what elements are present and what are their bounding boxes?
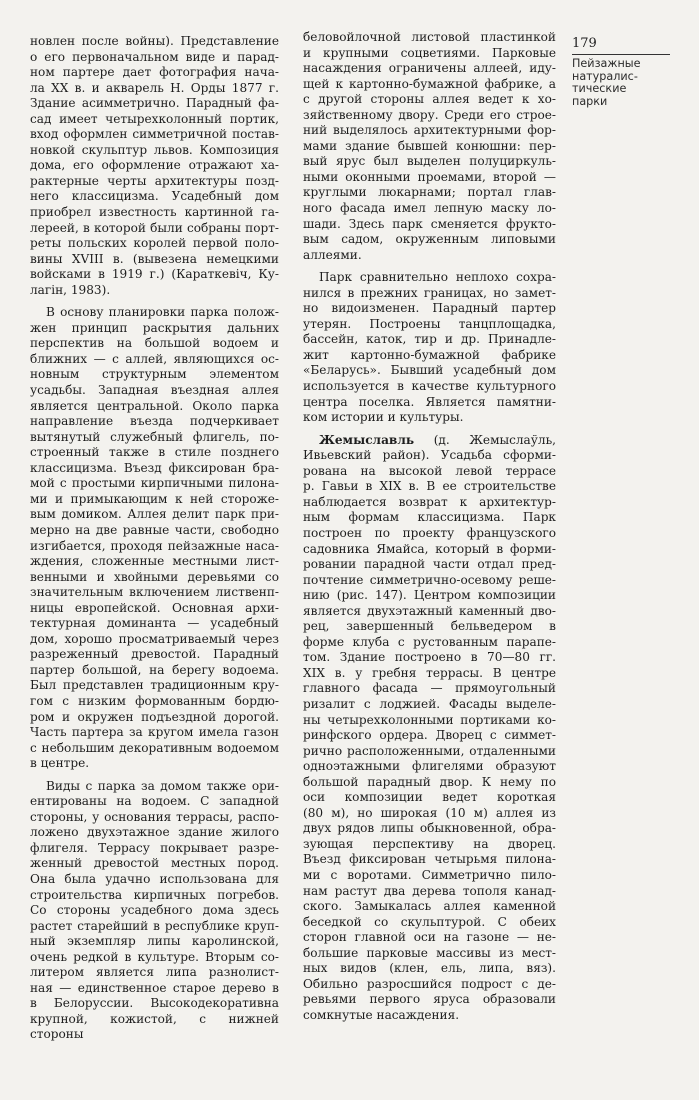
text-line — [303, 363, 556, 379]
text-line — [30, 888, 279, 904]
line-text: Часть партера за кругом имела газон — [30, 725, 279, 740]
running-head-line: парки — [572, 94, 608, 108]
header-rule — [572, 54, 670, 55]
text-line — [303, 806, 556, 822]
text-line — [303, 433, 556, 449]
text-line — [303, 201, 556, 217]
text-line — [30, 919, 279, 935]
text-line — [303, 650, 556, 666]
line-text: шади. Здесь парк сменяется фрукто- — [303, 216, 556, 231]
text-line — [30, 321, 279, 337]
text-line — [303, 395, 556, 411]
line-text: круглыми люкарнами; портал глав- — [303, 185, 556, 200]
line-text: Со стороны усадебного дома здесь — [30, 903, 279, 918]
line-text: ными оконными проемами, второй — — [303, 169, 556, 184]
text-line — [30, 570, 279, 586]
text-line — [30, 492, 279, 508]
paragraph — [303, 433, 556, 1024]
text-line — [30, 647, 279, 663]
page-number: 179 — [572, 36, 597, 51]
text-line — [30, 414, 279, 430]
line-text: зующая перспективу на дворец. — [303, 836, 556, 851]
line-text: ницы европейской. Основная архи- — [30, 600, 279, 615]
line-text: приобрел известность картинной га- — [30, 205, 279, 220]
line-text: стороны, у основания террасы, распо- — [30, 809, 279, 824]
text-line — [30, 461, 279, 477]
text-line — [303, 526, 556, 542]
paragraph — [303, 270, 556, 425]
line-text: ми и примыкающим к ней стороже- — [30, 491, 279, 506]
line-text: является центральной. Около парка — [30, 398, 279, 413]
text-line — [303, 775, 556, 791]
line-text: сторон главной оси на газоне — не- — [303, 930, 556, 945]
text-line — [30, 632, 279, 648]
line-text: жен принцип раскрытия дальних — [30, 320, 279, 335]
text-line — [303, 46, 556, 62]
line-text: ны четырехколонными портиками ко- — [303, 712, 556, 727]
text-line — [30, 1011, 279, 1042]
line-text: мерно на две равные части, свободно — [30, 522, 279, 537]
paragraph — [30, 305, 279, 771]
line-text: ного фасада имел лепную маску ло- — [303, 201, 556, 216]
line-text: оси композиции ведет короткая — [303, 790, 556, 805]
text-column-left — [30, 34, 279, 1042]
text-line — [303, 992, 556, 1008]
line-text: ла XX в. и акварель Н. Орды 1877 г. — [30, 80, 279, 95]
text-line — [30, 205, 279, 221]
line-text: ром и окружен подъездной дорогой. — [30, 709, 279, 724]
line-text: Парк сравнительно неплохо сохра- — [319, 270, 556, 285]
text-line — [30, 174, 279, 190]
line-text: венными и хвойными деревьями со — [30, 569, 279, 584]
line-text: ровании парадной части отдал пред- — [303, 557, 556, 572]
line-text: насаждения ограничены аллеей, иду- — [303, 61, 556, 76]
text-line — [303, 448, 556, 464]
line-text: рец, завершенный бельведером в — [303, 619, 556, 634]
text-line — [303, 573, 556, 589]
line-text: классицизма. Въезд фиксирован бра- — [30, 460, 279, 475]
text-line — [30, 710, 279, 726]
line-text: войсками в 1919 г.) (Караткевіч, Ку- — [30, 267, 279, 282]
line-text: утерян. Построены танцплощадка, — [303, 316, 556, 331]
line-text: «Беларусь». Бывший усадебный дом — [303, 363, 556, 378]
line-text: реты польских королей первой поло- — [30, 236, 279, 251]
text-line — [303, 666, 556, 682]
text-line — [30, 810, 279, 826]
text-line — [303, 248, 556, 264]
line-text: вины XVIII в. (вывезена немецкими — [30, 251, 279, 266]
text-line — [30, 539, 279, 555]
text-line — [303, 464, 556, 480]
text-line — [303, 217, 556, 233]
text-line — [303, 697, 556, 713]
text-line — [30, 143, 279, 159]
text-line — [303, 410, 556, 426]
text-line — [303, 759, 556, 775]
text-line — [30, 476, 279, 492]
line-text: о его первоначальном виде и парад- — [30, 49, 279, 64]
text-line — [303, 852, 556, 868]
text-line — [30, 756, 279, 772]
text-line — [303, 479, 556, 495]
line-text: рактерные черты архитектуры позд- — [30, 173, 279, 188]
line-text: очень редкой в культуре. Вторым со- — [30, 949, 279, 964]
line-text: перспектив на большой водоем и — [30, 336, 279, 351]
text-line — [30, 856, 279, 872]
line-text: ных видов (клен, ель, липа, вяз). — [303, 961, 556, 976]
text-line — [303, 542, 556, 558]
line-text: новкой скульптур львов. Композиция — [30, 142, 279, 157]
line-text: сомкнутые насаждения. — [303, 1007, 460, 1022]
text-line — [30, 554, 279, 570]
text-line — [30, 127, 279, 143]
line-text: построен по проекту французского — [303, 525, 556, 540]
text-line — [30, 794, 279, 810]
line-text: строенный также в стиле позднего — [30, 445, 279, 460]
line-text: в Белоруссии. Высокодекоративна — [30, 996, 279, 1011]
running-head-line: Пейзажные — [572, 57, 641, 70]
line-text: рично расположенными, отдаленными — [303, 743, 556, 758]
line-text: новлен после войны). Представление — [30, 34, 279, 48]
line-text: с небольшим декоративным водоемом — [30, 740, 279, 755]
text-line — [303, 379, 556, 395]
text-line — [30, 903, 279, 919]
line-text: строительства кирпичных погребов. — [30, 887, 279, 902]
text-line — [303, 77, 556, 93]
line-text: Она была удачно использована для — [30, 871, 279, 886]
text-line — [30, 872, 279, 888]
line-text: крупной, кожистой, с нижней стороны — [30, 1011, 279, 1042]
line-text: Обильно разросшийся подрост с де- — [303, 976, 556, 991]
line-text: и крупными соцветиями. Парковые — [303, 45, 556, 60]
text-line — [30, 741, 279, 757]
text-line — [30, 189, 279, 205]
running-head — [572, 58, 682, 108]
text-line — [30, 934, 279, 950]
line-text: XIX в. у гребня террасы. В центре — [303, 665, 556, 680]
line-text: значительным включением лиственп- — [30, 585, 279, 600]
text-line — [303, 619, 556, 635]
line-text: Был представлен традиционным кру- — [30, 678, 279, 693]
line-text: почтение симметрично-осевому реше- — [303, 572, 556, 587]
text-line — [30, 601, 279, 617]
text-line — [30, 725, 279, 741]
text-column-right — [303, 30, 556, 1023]
text-line — [303, 1008, 556, 1024]
line-text: дом, хорошо просматриваемый через — [30, 631, 279, 646]
line-text: литером является липа разнолист- — [30, 965, 279, 980]
line-text: с другой стороны аллея ведет к хо- — [303, 92, 556, 107]
text-line — [30, 399, 279, 415]
text-line — [303, 930, 556, 946]
line-text: ном партере дает фотография нача- — [30, 65, 279, 80]
line-text: ждения, сложенные местными лист- — [30, 554, 279, 569]
text-line — [30, 950, 279, 966]
text-line — [303, 946, 556, 962]
line-text: ближних — с аллей, являющихся ос- — [30, 351, 279, 366]
text-line — [30, 34, 279, 50]
line-text: центра поселка. Является памятни- — [303, 394, 556, 409]
text-line — [30, 112, 279, 128]
text-line — [30, 996, 279, 1012]
text-line — [30, 383, 279, 399]
text-line — [303, 92, 556, 108]
text-line — [303, 170, 556, 186]
line-text: наблюдается возврат к архитектур- — [303, 494, 556, 509]
text-line — [303, 139, 556, 155]
line-text: двух рядов липы обыкновенной, обра- — [303, 821, 556, 836]
line-text: бассейн, каток, тир и др. Принадле- — [303, 332, 556, 347]
line-text: флигеля. Террасу покрывает разре- — [30, 840, 279, 855]
text-line — [303, 30, 556, 46]
line-text: зяйственному двору. Среди его строе- — [303, 107, 556, 122]
text-line — [303, 185, 556, 201]
line-text: Здание асимметрично. Парадный фа- — [30, 96, 279, 111]
running-head-line: тические — [572, 82, 627, 96]
text-line — [30, 430, 279, 446]
line-text: ложено двухэтажное здание жилого — [30, 825, 279, 840]
text-line — [30, 305, 279, 321]
line-text: Ивьевский район). Усадьба сформи- — [303, 448, 556, 463]
line-text: ревьями первого яруса образовали — [303, 992, 556, 1007]
text-line — [30, 965, 279, 981]
line-text: гом с низким формованным бордю- — [30, 693, 279, 708]
line-text: жит картонно-бумажной фабрике — [303, 347, 556, 362]
text-line — [303, 270, 556, 286]
text-line — [30, 616, 279, 632]
text-line — [303, 604, 556, 620]
text-line — [30, 445, 279, 461]
line-text: вым садом, окруженным липовыми — [303, 232, 556, 247]
line-text: В основу планировки парка полож- — [46, 305, 279, 320]
text-line — [303, 348, 556, 364]
line-text: рована на высокой левой террасе — [303, 463, 556, 478]
text-line — [303, 713, 556, 729]
text-line — [30, 50, 279, 66]
line-text: ского. Замыкалась аллея каменной — [303, 899, 556, 914]
line-text: растет старейший в республике круп- — [30, 918, 279, 933]
text-line — [303, 286, 556, 302]
line-text: нам растут два дерева тополя канад- — [303, 883, 556, 898]
text-line — [303, 495, 556, 511]
text-line — [30, 81, 279, 97]
text-line — [30, 841, 279, 857]
line-text: одноэтажными флигелями образуют — [303, 759, 556, 774]
line-text: лагін, 1983). — [30, 282, 111, 297]
text-line — [303, 884, 556, 900]
line-text: щей к картонно-бумажной фабрике, а — [303, 76, 556, 91]
line-text: лереей, в которой были собраны порт- — [30, 220, 279, 235]
line-text: ми с воротами. Симметрично пило- — [303, 867, 556, 882]
line-text: аллеями. — [303, 247, 362, 262]
line-text: него классицизма. Усадебный дом — [30, 189, 279, 204]
text-line — [303, 977, 556, 993]
line-text: р. Гавьи в XIX в. В ее строительстве — [303, 479, 556, 494]
text-line — [303, 635, 556, 651]
line-text: мой с простыми кирпичными пилона- — [30, 476, 279, 491]
line-text: форме клуба с рустованным парапе- — [303, 634, 556, 649]
text-line — [303, 301, 556, 317]
line-text: партер большой, на берегу водоема. — [30, 662, 279, 677]
line-text: женный древостой местных пород. — [30, 856, 279, 871]
text-line — [303, 332, 556, 348]
line-text: ринфского ордера. Дворец с симмет- — [303, 728, 556, 743]
text-line — [30, 158, 279, 174]
text-line — [30, 221, 279, 237]
text-line — [303, 510, 556, 526]
text-line — [303, 317, 556, 333]
text-line — [303, 961, 556, 977]
line-text: тектурная доминанта — усадебный — [30, 616, 279, 631]
line-text: изгибается, проходя пейзажные наса- — [30, 538, 279, 553]
line-text: ком истории и культуры. — [303, 410, 464, 425]
line-text: (д. Жемыслаўль, — [414, 432, 556, 447]
running-head-line: натуралис- — [572, 69, 638, 83]
line-text: в центре. — [30, 756, 90, 771]
text-line — [303, 681, 556, 697]
text-line — [30, 779, 279, 795]
text-line — [303, 588, 556, 604]
line-text: большие парковые массивы из мест- — [303, 945, 556, 960]
line-text: беседкой со скульптурой. С обеих — [303, 914, 556, 929]
line-text: является двухэтажный каменный дво- — [303, 603, 556, 618]
text-line — [303, 899, 556, 915]
text-line — [30, 981, 279, 997]
line-text: новным структурным элементом — [30, 367, 279, 382]
line-text: беловойлочной листовой пластинкой — [303, 30, 556, 44]
text-line — [303, 915, 556, 931]
text-line — [30, 65, 279, 81]
line-text: ентированы на водоем. С западной — [30, 794, 279, 809]
line-text: сад имеет четырехколонный портик, — [30, 111, 279, 126]
line-text: вый ярус был выделен полуциркуль- — [303, 154, 556, 169]
line-text: ризалит с лоджией. Фасады выделе- — [303, 696, 556, 711]
text-line — [303, 557, 556, 573]
text-line — [303, 61, 556, 77]
text-line — [30, 96, 279, 112]
text-line — [303, 837, 556, 853]
entry-heading: Жемыславль — [319, 432, 415, 447]
line-text: усадьбы. Западная въездная аллея — [30, 383, 279, 398]
text-line — [303, 123, 556, 139]
line-text: вход оформлен симметричной постав- — [30, 127, 279, 142]
line-text: вытянутый служебный флигель, по- — [30, 429, 279, 444]
paragraph — [30, 778, 279, 1042]
line-text: разреженный древостой. Парадный — [30, 647, 279, 662]
line-text: Въезд фиксирован четырьмя пилона- — [303, 852, 556, 867]
text-line — [30, 283, 279, 299]
text-line — [303, 744, 556, 760]
text-line — [30, 336, 279, 352]
text-line — [30, 585, 279, 601]
text-line — [30, 507, 279, 523]
line-text: ный экземпляр липы каролинской, — [30, 934, 279, 949]
paragraph — [303, 30, 556, 263]
line-text: направление въезда подчеркивает — [30, 414, 279, 429]
line-text: Виды с парка за домом также ори- — [46, 778, 279, 793]
text-line — [30, 267, 279, 283]
line-text: нию (рис. 147). Центром композиции — [303, 588, 556, 603]
line-text: нился в прежних границах, но замет- — [303, 285, 556, 300]
line-text: ная — единственное старое дерево в — [30, 980, 279, 995]
text-line — [30, 252, 279, 268]
text-line — [30, 523, 279, 539]
line-text: используется в качестве культурного — [303, 379, 556, 394]
text-line — [303, 108, 556, 124]
paragraph — [30, 34, 279, 298]
text-line — [303, 728, 556, 744]
text-line — [30, 694, 279, 710]
line-text: но видоизменен. Парадный партер — [303, 301, 556, 316]
text-line — [30, 236, 279, 252]
line-text: ным формам классицизма. Парк — [303, 510, 556, 525]
text-line — [303, 821, 556, 837]
line-text: (80 м), но широкая (10 м) аллея из — [303, 805, 556, 820]
line-text: садовника Ямайса, который в форми- — [303, 541, 556, 556]
text-line — [30, 825, 279, 841]
text-line — [303, 868, 556, 884]
text-line — [303, 154, 556, 170]
line-text: ний выделялось архитектурными фор- — [303, 123, 556, 138]
line-text: вым домиком. Аллея делит парк при- — [30, 507, 279, 522]
line-text: мами здание бывшей конюшни: пер- — [303, 138, 556, 153]
text-line — [303, 790, 556, 806]
line-text: дома, его оформление отражают ха- — [30, 158, 279, 173]
text-line — [30, 663, 279, 679]
text-line — [30, 352, 279, 368]
text-line — [30, 678, 279, 694]
text-line — [303, 232, 556, 248]
line-text: том. Здание построено в 70—80 гг. — [303, 650, 556, 665]
line-text: большой парадный двор. К нему по — [303, 774, 556, 789]
line-text: главного фасада — прямоугольный — [303, 681, 556, 696]
text-line — [30, 367, 279, 383]
